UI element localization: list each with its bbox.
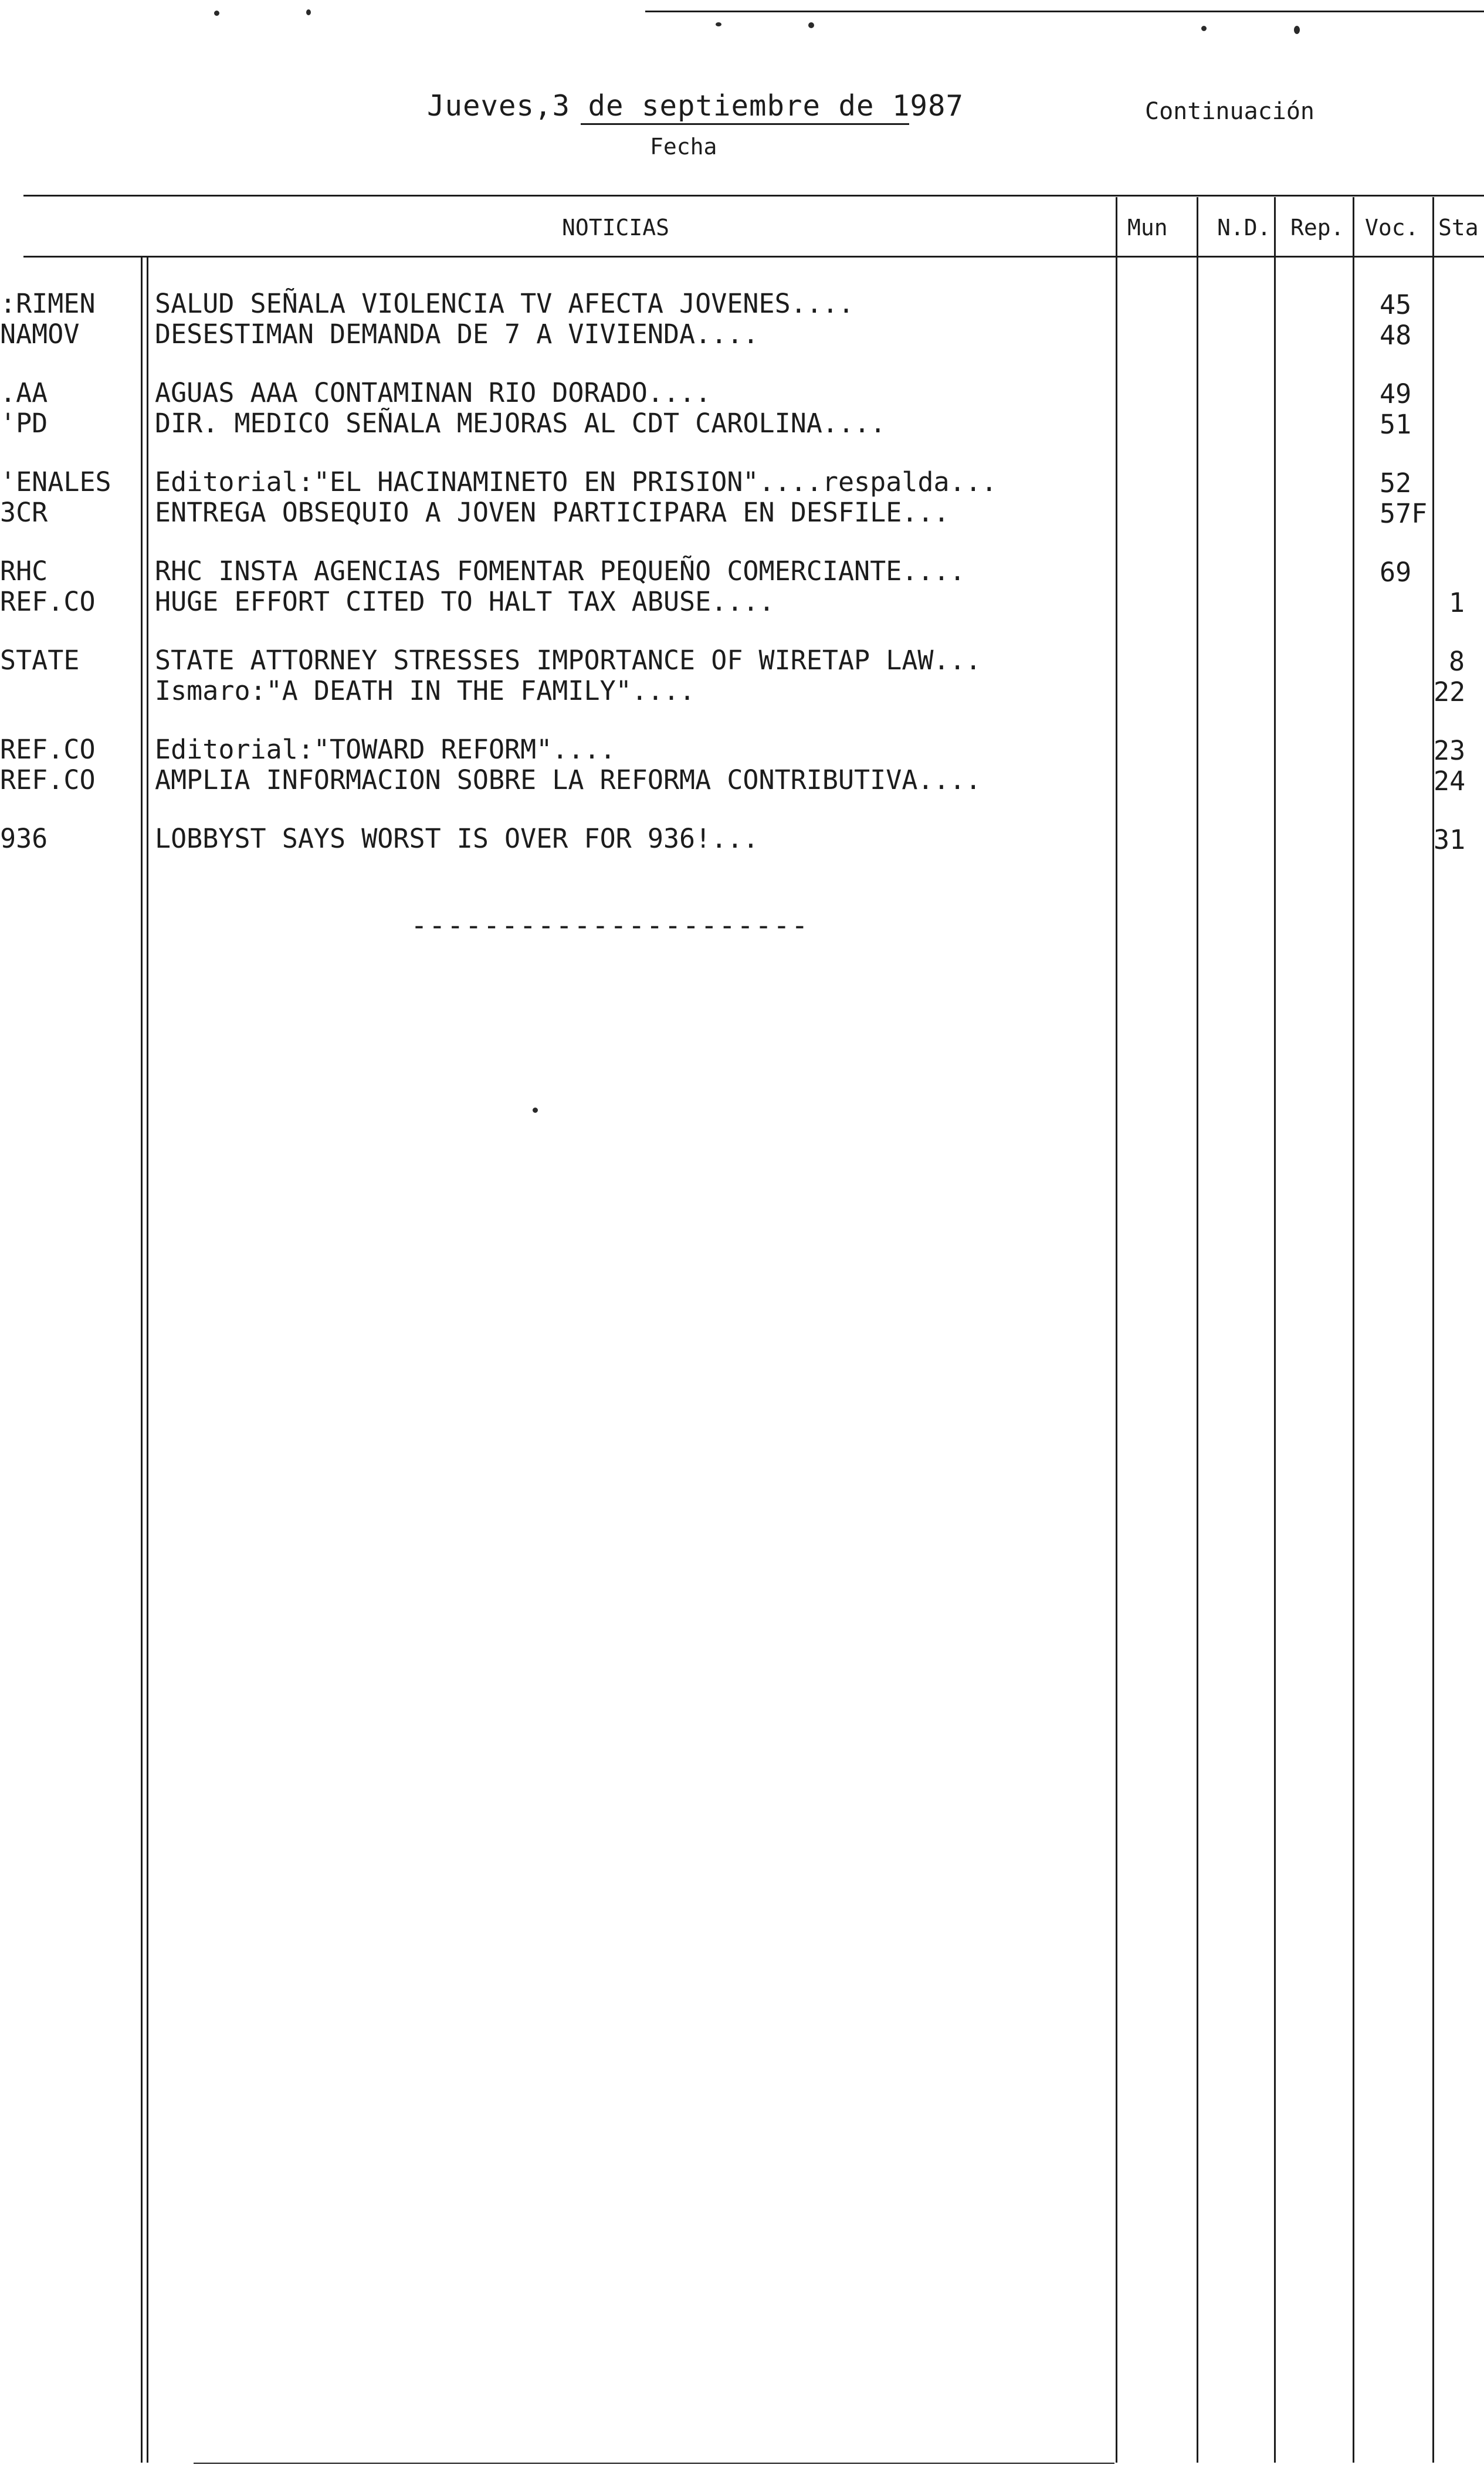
- column-header-mun: Mun: [1127, 215, 1168, 241]
- row-code: :RIMEN: [0, 289, 96, 319]
- row-code: 936: [0, 824, 48, 854]
- row-sta: 1: [1449, 587, 1465, 618]
- row-headline: RHC INSTA AGENCIAS FOMENTAR PEQUEÑO COMERCIANTE....: [155, 556, 965, 587]
- scan-speck: [808, 22, 814, 28]
- row-code: RHC: [0, 557, 48, 586]
- column-divider-code: [141, 256, 143, 2463]
- column-header-nd: N.D.: [1217, 215, 1271, 241]
- scan-speck: [1201, 26, 1207, 31]
- row-code: STATE: [0, 646, 80, 675]
- row-voc: 69: [1380, 557, 1412, 588]
- row-headline: DIR. MEDICO SEÑALA MEJORAS AL CDT CAROLINA....: [155, 408, 886, 439]
- row-sta: 22: [1434, 676, 1466, 707]
- row-headline: Editorial:"TOWARD REFORM"....: [155, 734, 616, 765]
- report-date: Jueves,3 de septiembre de 1987: [427, 89, 964, 123]
- scan-speck: [306, 9, 311, 15]
- row-code: 'ENALES: [0, 468, 111, 497]
- row-headline: AMPLIA INFORMACION SOBRE LA REFORMA CONTRIBUTIVA....: [155, 764, 981, 795]
- row-headline: ENTREGA OBSEQUIO A JOVEN PARTICIPARA EN DESFILE...: [155, 497, 950, 528]
- row-code: REF.CO: [0, 766, 96, 795]
- row-headline: AGUAS AAA CONTAMINAN RIO DORADO....: [155, 377, 711, 408]
- row-code: 3CR: [0, 498, 48, 527]
- column-divider-rep: [1274, 197, 1276, 2463]
- column-header-voc: Voc.: [1365, 215, 1419, 241]
- row-code: REF.CO: [0, 587, 96, 617]
- scan-speck: [533, 1108, 538, 1113]
- row-headline: Editorial:"EL HACINAMINETO EN PRISION"....respalda...: [155, 466, 997, 497]
- row-headline: Ismaro:"A DEATH IN THE FAMILY"....: [155, 675, 696, 706]
- row-code: NAMOV: [0, 320, 80, 349]
- row-code: 'PD: [0, 409, 48, 438]
- scan-speck: [716, 22, 721, 26]
- row-headline: DESESTIMAN DEMANDA DE 7 A VIVIENDA....: [155, 319, 759, 350]
- table-top-rule: [23, 195, 1484, 197]
- scan-speck: [214, 11, 219, 16]
- row-voc: 48: [1380, 320, 1412, 351]
- row-headline: SALUD SEÑALA VIOLENCIA TV AFECTA JOVENES....: [155, 288, 855, 319]
- row-sta: 8: [1449, 646, 1465, 677]
- column-divider-code-2: [147, 256, 148, 2463]
- row-sta: 31: [1434, 824, 1466, 855]
- row-voc: 52: [1380, 468, 1412, 499]
- row-voc: 45: [1380, 289, 1412, 320]
- row-voc: 51: [1380, 409, 1412, 440]
- row-sta: 24: [1434, 766, 1466, 797]
- column-header-rep: Rep.: [1290, 215, 1344, 241]
- fecha-label: Fecha: [650, 134, 717, 160]
- table-bottom-rule: [194, 2463, 1114, 2464]
- row-voc: 57F: [1380, 498, 1428, 529]
- end-separator: ----------------------: [411, 909, 809, 942]
- row-code: .AA: [0, 378, 48, 408]
- row-sta: 23: [1434, 735, 1466, 766]
- row-headline: HUGE EFFORT CITED TO HALT TAX ABUSE....: [155, 586, 775, 617]
- column-divider-nd: [1197, 197, 1198, 2463]
- column-divider-mun: [1116, 197, 1117, 2463]
- row-voc: 49: [1380, 378, 1412, 409]
- column-header-noticias: NOTICIAS: [562, 215, 670, 241]
- continuation-label: Continuación: [1145, 98, 1314, 125]
- table-header-rule: [23, 256, 1484, 258]
- column-header-sta: Sta: [1438, 215, 1479, 241]
- column-divider-voc: [1353, 197, 1354, 2463]
- row-headline: STATE ATTORNEY STRESSES IMPORTANCE OF WIRETAP LAW...: [155, 645, 981, 676]
- top-scan-rule: [645, 11, 1484, 12]
- row-headline: LOBBYST SAYS WORST IS OVER FOR 936!...: [155, 823, 759, 854]
- row-code: REF.CO: [0, 735, 96, 764]
- scan-speck: [1294, 26, 1300, 34]
- column-divider-sta: [1432, 197, 1434, 2463]
- date-underline: [581, 123, 909, 125]
